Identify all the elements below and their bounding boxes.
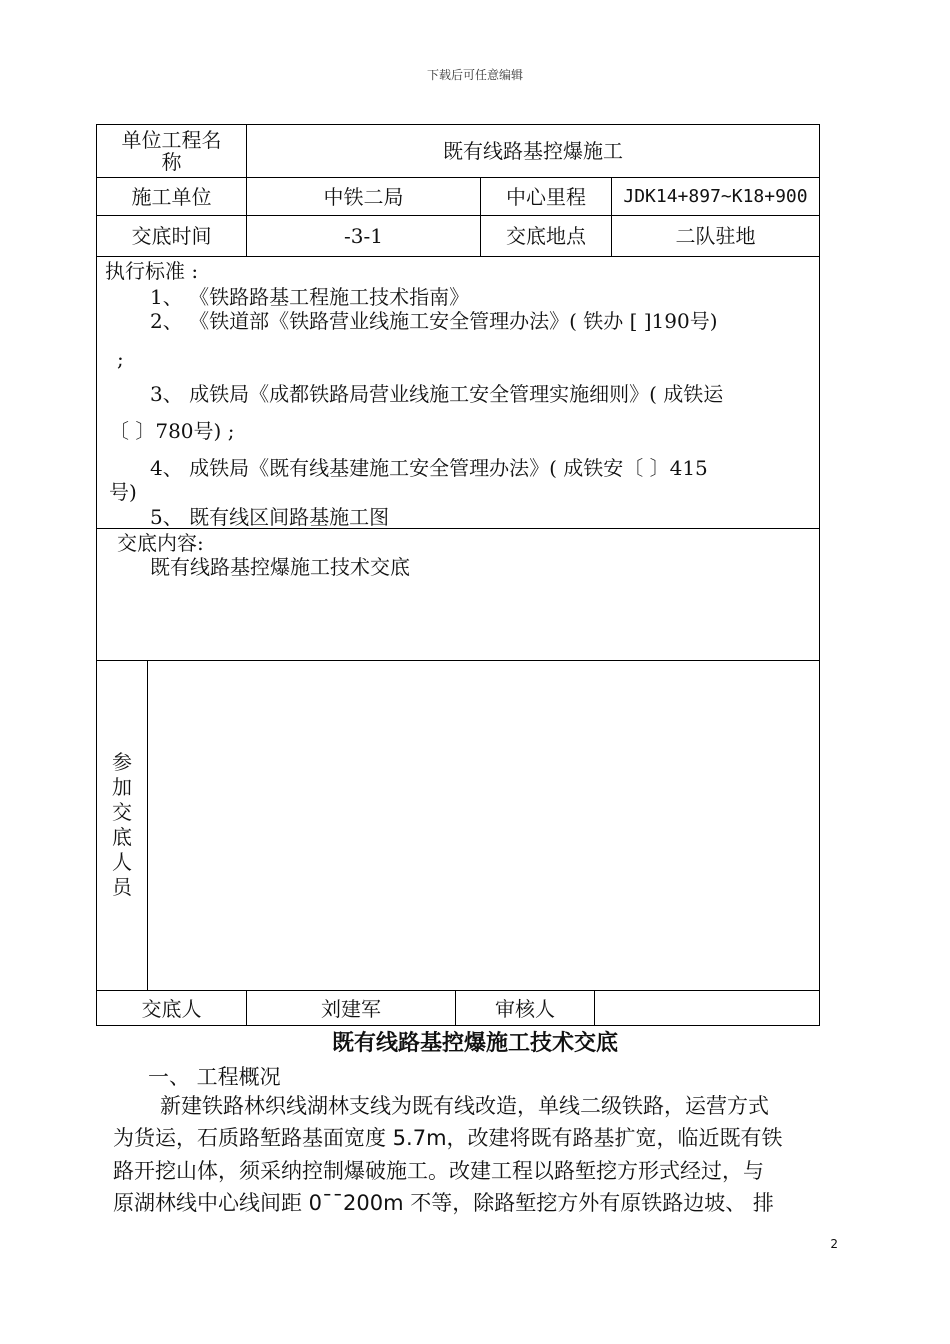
- contractor-value: 中铁二局: [323, 184, 404, 209]
- location-label: 交底地点: [506, 224, 586, 248]
- standard-item-continued: 号): [109, 480, 137, 504]
- project-name-label-line2: 称: [161, 150, 182, 174]
- date-value: -3-1: [344, 224, 383, 248]
- standard-item: 1、 《铁路路基工程施工技术指南》: [150, 285, 470, 309]
- reviewer-value: [595, 991, 819, 1026]
- standards-heading: 执行标准 :: [105, 259, 199, 283]
- contractor-label: 施工单位: [131, 184, 212, 209]
- page-number: 2: [830, 1237, 838, 1251]
- standard-item-continued: ;: [117, 347, 124, 371]
- reviewer-label: 审核人: [495, 996, 555, 1021]
- participants-label-char: 参: [112, 750, 132, 774]
- location-value: 二队驻地: [675, 224, 756, 248]
- presenter-label: 交底人: [141, 996, 202, 1021]
- body-text-line: 新建铁路林织线湖林支线为既有线改造，单线二级铁路，运营方式: [160, 1094, 769, 1118]
- participants-label-char: 人: [112, 850, 132, 874]
- project-name-label: [97, 125, 246, 177]
- body-text-line: 路开挖山体，须采纳控制爆破施工。改建工程以路堑挖方形式经过，与: [113, 1159, 764, 1183]
- body-text-line: 为货运，石质路堑路基面宽度 5.7m，改建将既有路基扩宽，临近既有铁: [113, 1126, 783, 1150]
- standard-item-continued: 〔 〕780号) ;: [109, 419, 235, 443]
- project-name-label-line1: 单位工程名: [121, 128, 222, 152]
- disclosure-table: [96, 124, 820, 1026]
- project-name-value: 既有线路基控爆施工: [443, 139, 623, 163]
- document-title: 既有线路基控爆施工技术交底: [331, 1031, 618, 1056]
- header-note: 下载后可任意编辑: [426, 68, 523, 82]
- content-value: 既有线路基控爆施工技术交底: [150, 555, 410, 579]
- mileage-label: 中心里程: [506, 184, 586, 209]
- row-divider: [97, 256, 819, 257]
- participants-label-char: 员: [112, 875, 132, 899]
- standard-item: 4、 成铁局《既有线基建施工安全管理办法》( 成铁安〔 〕415: [150, 456, 708, 480]
- standard-item: 3、 成铁局《成都铁路局营业线施工安全管理实施细则》( 成铁运: [150, 382, 724, 406]
- participants-label-char: 加: [112, 775, 132, 799]
- body-text-line: 原湖林线中心线间距 0¯¯200m 不等，除路堑挖方外有原铁路边坡、 排: [113, 1191, 774, 1215]
- standard-item: 2、 《铁道部《铁路营业线施工安全管理办法》( 铁办 [ ]190号): [150, 309, 718, 333]
- participants-label: [110, 750, 134, 900]
- standard-item: 5、 既有线区间路基施工图: [150, 505, 390, 529]
- mileage-value: JDK14+897~K18+900: [623, 185, 808, 207]
- section-heading: 一、 工程概况: [148, 1065, 281, 1089]
- participants-area[interactable]: [148, 661, 819, 990]
- content-label: 交底内容:: [117, 531, 204, 555]
- participants-label-char: 交: [112, 800, 132, 824]
- presenter-value: 刘建军: [321, 996, 381, 1021]
- participants-label-char: 底: [112, 825, 132, 849]
- date-label: 交底时间: [131, 224, 212, 248]
